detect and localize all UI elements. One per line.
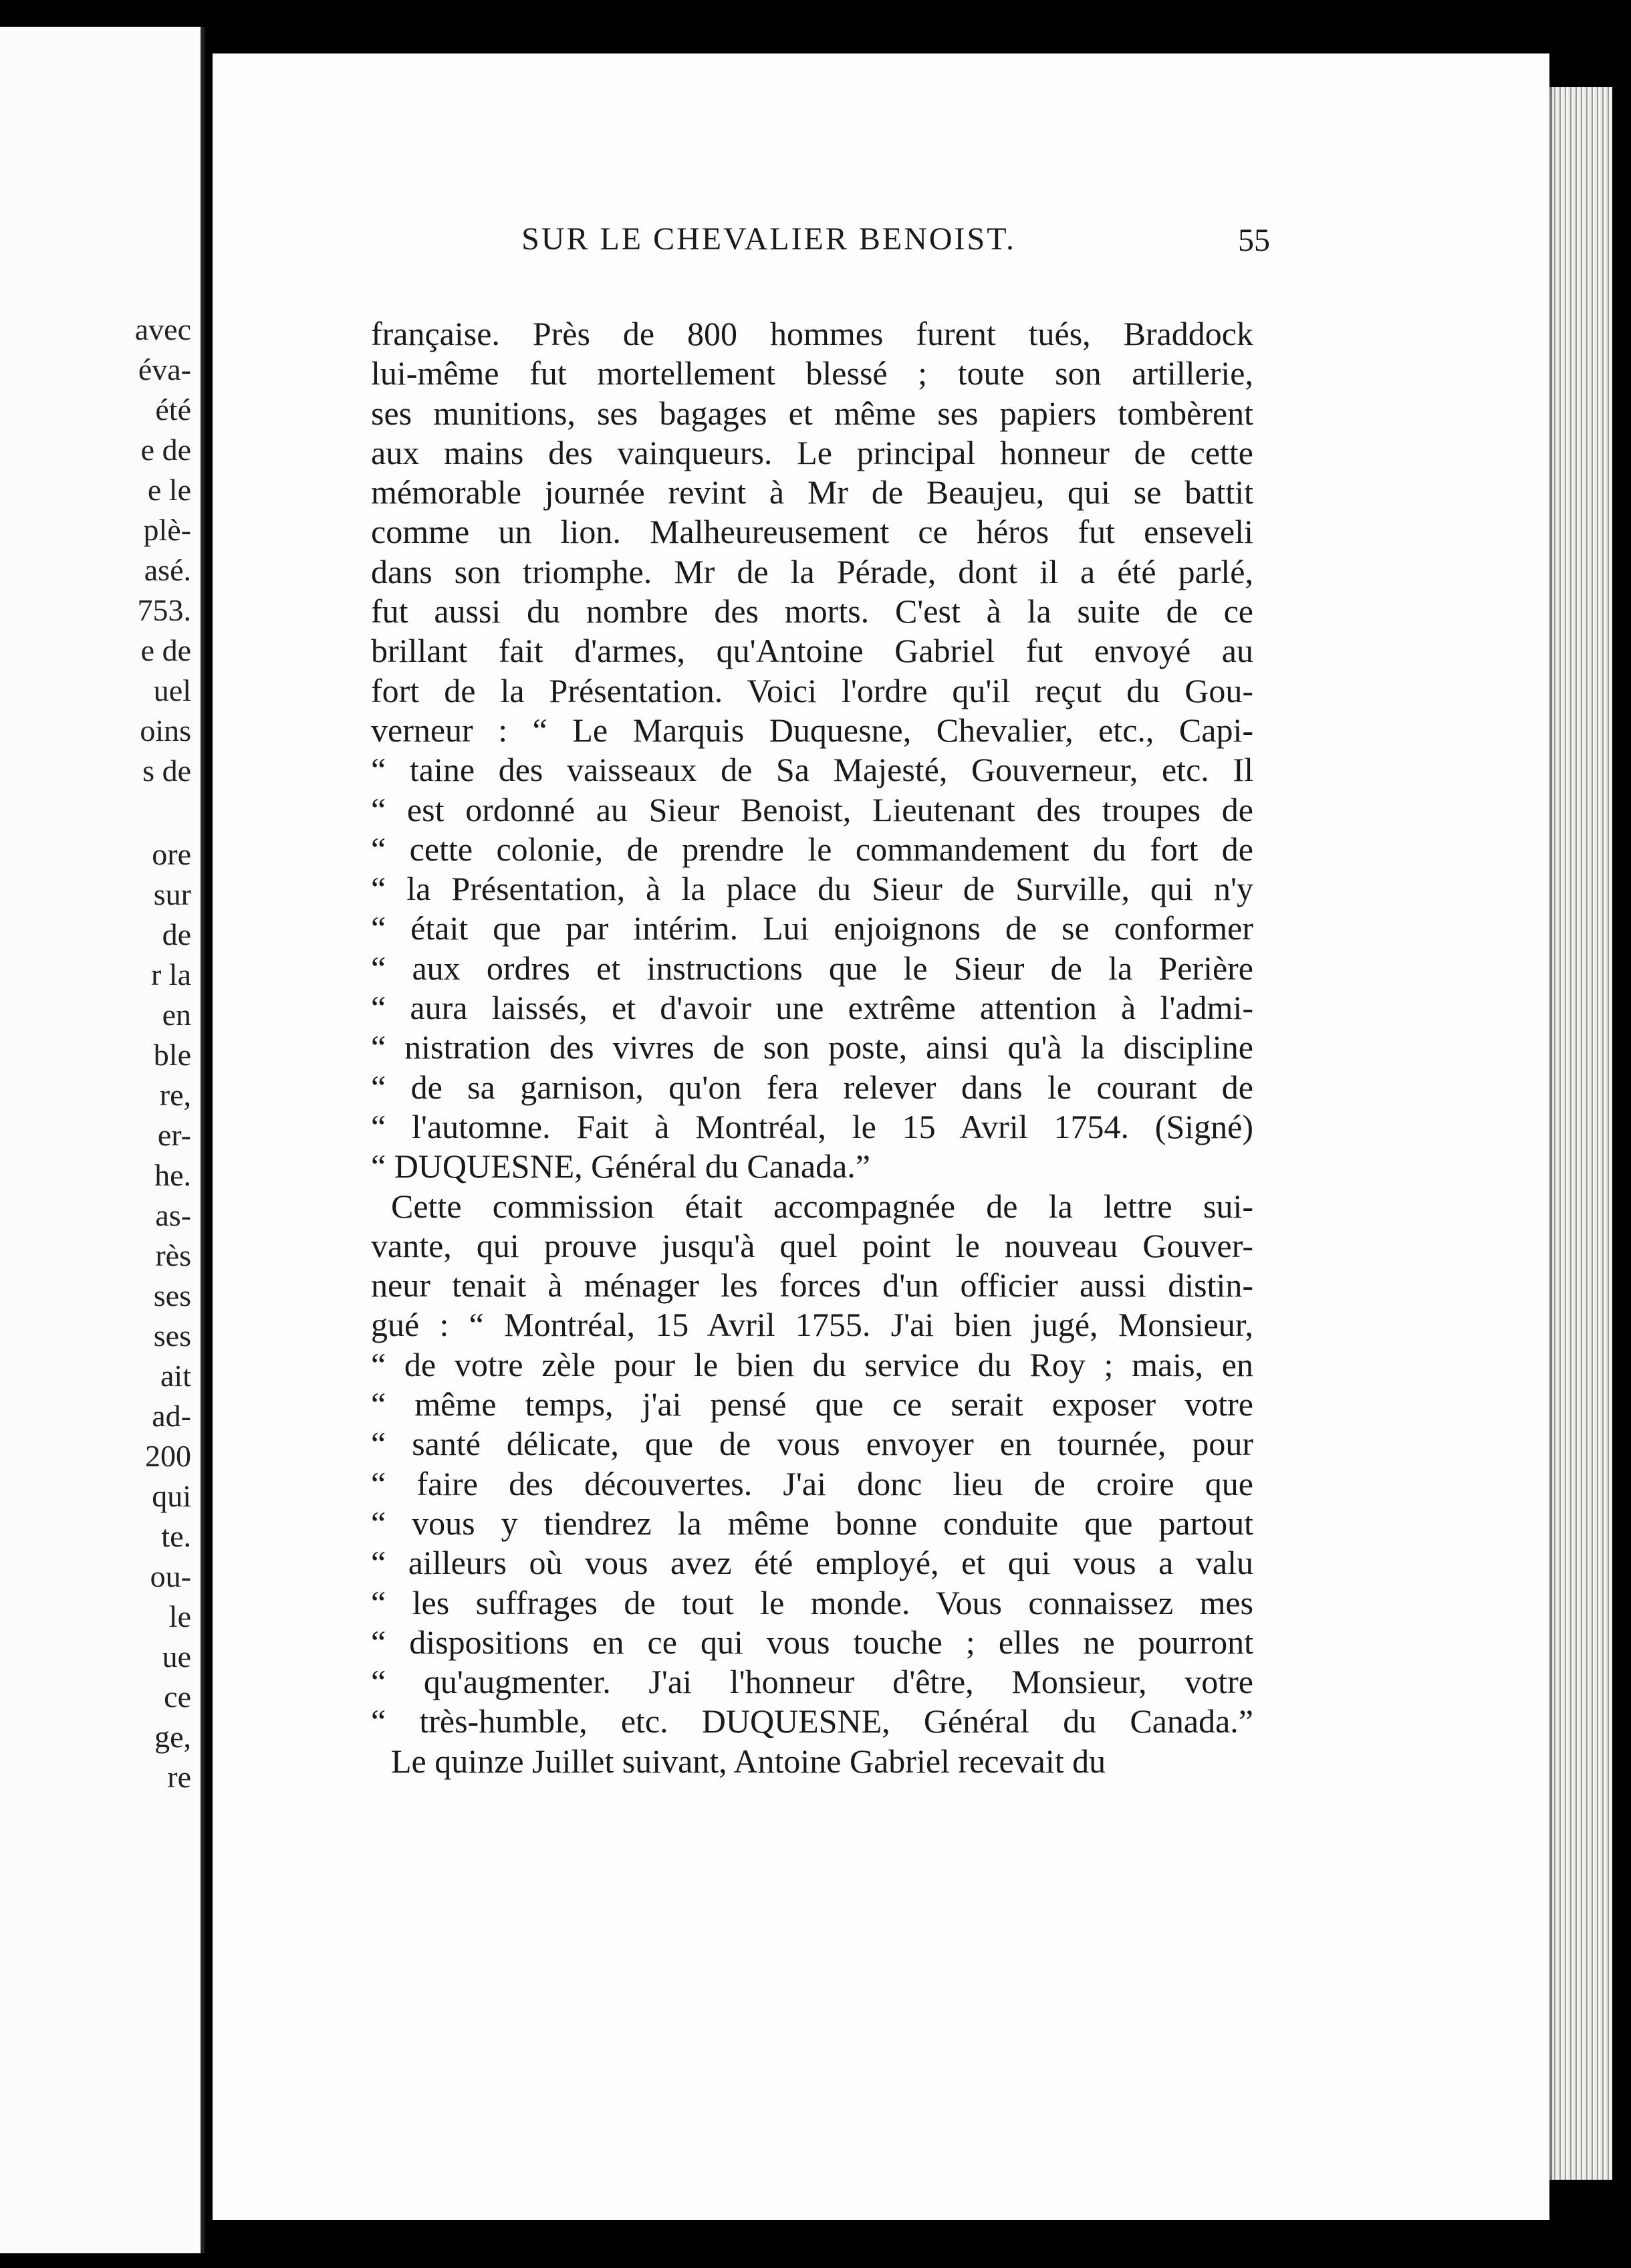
text-line: comme un lion. Malheureusement ce héros fut enseveli: [371, 513, 1253, 551]
left-page-fragment: ses: [153, 1278, 191, 1313]
text-line: “ est ordonné au Sieur Benoist, Lieutenant des troupes de: [371, 790, 1253, 828]
body-text: [371, 314, 1253, 1781]
text-line: Le quinze Juillet suivant, Antoine Gabriel recevait du: [391, 1742, 1106, 1780]
left-page-fragment: e de: [140, 633, 191, 667]
left-page-fragment: te.: [161, 1519, 191, 1553]
left-page-fragment: er-: [157, 1118, 191, 1152]
left-page-fragment: ble: [153, 1038, 191, 1072]
left-page-fragment: ses: [153, 1319, 191, 1353]
left-page-fragment: re: [167, 1760, 191, 1794]
text-line: verneur : “ Le Marquis Duquesne, Chevalier, etc., Capi-: [371, 711, 1253, 749]
left-page-fragment: ce: [164, 1680, 191, 1714]
left-page-fragment: sur: [153, 877, 191, 911]
text-line: “ aura laissés, et d'avoir une extrême attention à l'admi-: [371, 989, 1253, 1027]
text-line: “ très-humble, etc. DUQUESNE, Général du Canada.”: [371, 1702, 1253, 1740]
left-page-fragment: e de: [140, 433, 191, 467]
text-line: gué : “ Montréal, 15 Avril 1755. J'ai bien jugé, Monsieur,: [371, 1306, 1253, 1344]
left-page-fragment: avec: [134, 312, 191, 346]
text-line: aux mains des vainqueurs. Le principal honneur de cette: [371, 433, 1253, 471]
left-page-fragment: as-: [155, 1198, 191, 1232]
text-line: “ qu'augmenter. J'ai l'honneur d'être, Monsieur, votre: [371, 1663, 1253, 1701]
text-line: fort de la Présentation. Voici l'ordre qu'il reçut du Gou-: [371, 671, 1253, 709]
text-line: mémorable journée revint à Mr de Beaujeu, qui se battit: [371, 473, 1253, 512]
text-line: fut aussi du nombre des morts. C'est à la suite de ce: [371, 592, 1253, 631]
left-page-fragment: qui: [152, 1479, 191, 1513]
left-page-fragment: uel: [153, 673, 191, 707]
text-line: “ cette colonie, de prendre le commandement du fort de: [371, 830, 1253, 868]
left-page-fragment: été: [155, 392, 191, 427]
text-line: “ était que par intérim. Lui enjoignons de se conformer: [371, 909, 1253, 947]
left-page-fragment: r la: [150, 957, 191, 992]
left-page-fragment: 200: [145, 1439, 191, 1473]
left-facing-page: [0, 27, 205, 2253]
text-line: “ dispositions en ce qui vous touche ; elles ne pourront: [371, 1623, 1253, 1661]
left-page-fragment: ore: [152, 837, 191, 871]
text-line: vante, qui prouve jusqu'à quel point le nouveau Gouver-: [371, 1226, 1253, 1264]
text-line: “ l'automne. Fait à Montréal, le 15 Avril 1754. (Signé): [371, 1107, 1253, 1145]
text-line: lui-même fut mortellement blessé ; toute son artillerie,: [371, 354, 1253, 392]
text-line: dans son triomphe. Mr de la Pérade, dont il a été parlé,: [371, 552, 1253, 590]
running-head: SUR LE CHEVALIER BENOIST.: [521, 221, 1016, 257]
page-number: 55: [1238, 223, 1270, 258]
left-page-fragment: de: [162, 917, 191, 951]
text-line: “ les suffrages de tout le monde. Vous connaissez mes: [371, 1583, 1253, 1621]
text-line: “ vous y tiendrez la même bonne conduite que partout: [371, 1504, 1253, 1542]
text-line: neur tenait à ménager les forces d'un officier aussi distin-: [371, 1266, 1253, 1305]
text-line: “ de votre zèle pour le bien du service du Roy ; mais, en: [371, 1345, 1253, 1383]
left-page-fragment: re,: [159, 1078, 191, 1112]
text-line: “ la Présentation, à la place du Sieur de Surville, qui n'y: [371, 870, 1253, 908]
text-line: “ aux ordres et instructions que le Sieur de la Perière: [371, 949, 1253, 987]
left-page-fragment: asé.: [144, 553, 191, 587]
text-line: Cette commission était accompagnée de la lettre sui-: [391, 1187, 1253, 1225]
left-page-fragment: ue: [162, 1639, 191, 1674]
text-line: “ taine des vaisseaux de Sa Majesté, Gouverneur, etc. Il: [371, 751, 1253, 789]
left-page-fragment: oins: [140, 713, 191, 748]
text-line: ses munitions, ses bagages et même ses papiers tombèrent: [371, 394, 1253, 432]
text-line: “ ailleurs où vous avez été employé, et qui vous a valu: [371, 1544, 1253, 1582]
left-page-fragment: s de: [142, 754, 191, 788]
left-page-fragment: ge,: [154, 1720, 191, 1754]
text-line: “ faire des découvertes. J'ai donc lieu de croire que: [371, 1464, 1253, 1502]
left-page-fragment: e le: [147, 473, 191, 507]
text-line: “ nistration des vivres de son poste, ainsi qu'à la discipline: [371, 1028, 1253, 1066]
left-page-fragment: 753.: [137, 593, 191, 627]
left-page-fragment: rès: [155, 1238, 191, 1272]
left-page-fragment: éva-: [138, 352, 191, 386]
text-line: “ même temps, j'ai pensé que ce serait exposer votre: [371, 1385, 1253, 1424]
left-page-fragment: le: [168, 1599, 191, 1633]
left-page-fragment: ait: [160, 1359, 191, 1393]
left-page-fragment: en: [162, 998, 191, 1032]
text-line: “ DUQUESNE, Général du Canada.”: [371, 1147, 870, 1185]
text-line: “ santé délicate, que de vous envoyer en tournée, pour: [371, 1425, 1253, 1463]
page-edges: [1549, 87, 1612, 2180]
text-line: française. Près de 800 hommes furent tués, Braddock: [371, 315, 1253, 352]
text-line: brillant fait d'armes, qu'Antoine Gabriel fut envoyé au: [371, 632, 1253, 670]
left-page-fragment: he.: [154, 1158, 191, 1192]
text-line: “ de sa garnison, qu'on fera relever dans le courant de: [371, 1068, 1253, 1106]
left-page-fragment: ad-: [152, 1399, 191, 1433]
left-page-fragment: plè-: [143, 513, 191, 547]
left-page-fragment: ou-: [150, 1559, 191, 1593]
